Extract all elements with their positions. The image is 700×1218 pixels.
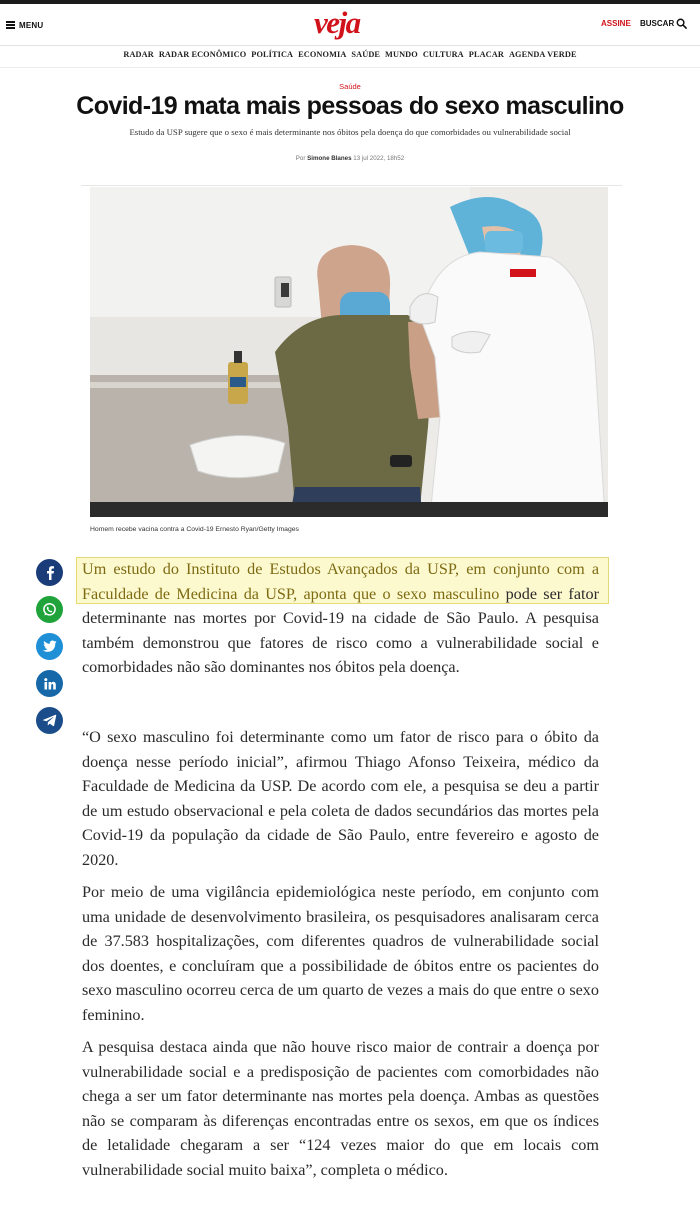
section-nav [0,50,700,59]
article-paragraph-2: “O sexo masculino foi determinante como um fator de risco para o óbito da doença nesse período inicial”, afirmou Thiago Afonso Teixeira, médico da Faculdade de Medicina da USP. De acordo com ele, a pesquisa se deu a partir de um estudo observacional e pela coleta de dados secundários das mortes pela Covid-19 da população da cidade de São Paulo, entre fevereiro e agosto de 2020. [82,728,599,869]
header-divider [0,45,700,46]
menu-button[interactable] [6,18,43,32]
search-icon [676,18,687,29]
share-twitter-button[interactable] [36,633,63,660]
facebook-icon [43,565,56,580]
author-link[interactable]: Simone Blanes [307,155,352,162]
byline-prefix: Por [295,155,306,162]
site-header [0,4,700,44]
twitter-icon [42,640,57,653]
vaccination-illustration [90,187,608,517]
nav-item-economia[interactable]: ECONOMIA [298,50,347,59]
image-top-rule [81,185,622,186]
nav-divider [0,67,700,68]
nav-item-agenda-verde[interactable]: AGENDA VERDE [508,50,577,59]
menu-label: MENU [19,20,44,30]
hamburger-icon [6,21,15,29]
nav-item-placar[interactable]: PLACAR [468,50,504,59]
article-paragraph-1 [82,557,599,680]
article-paragraph-4: A pesquisa destaca ainda que não houve risco maior de contrair a doença por vulnerabilidade social e a predisposição de pacientes com comorbidades não chega a ser um fator determinante nas mortes pela doença. Ambas as questões não se comparam às diferenças encontradas entre os sexos, em que os índices de letalidade chegaram a ser “124 vezes maior do que em locais com vulnerabilidade social muito baixa”, completa o médico. [82,1038,599,1179]
subscribe-link[interactable]: ASSINE [601,19,631,28]
share-facebook-button[interactable] [36,559,63,586]
share-linkedin-button[interactable] [36,670,63,697]
image-caption: Homem recebe vacina contra a Covid-19 Ernesto Ryan/Getty Images [90,526,299,533]
nav-item-cultura[interactable]: CULTURA [422,50,464,59]
article-photo [90,187,608,517]
search-button[interactable] [640,18,687,29]
article-subtitle: Estudo da USP sugere que o sexo é mais determinante nos óbitos pela doença do que comorbidades ou vulnerabilidade social [129,127,571,137]
nav-item-radar[interactable]: RADAR [123,50,154,59]
nav-item-radar-economico[interactable]: RADAR ECONÔMICO [158,50,247,59]
publish-date: 13 jul 2022, 18h52 [353,155,405,162]
share-telegram-button[interactable] [36,707,63,734]
linkedin-icon [43,677,57,691]
search-label: BUSCAR [640,19,675,28]
section-tag[interactable]: Saúde [339,82,361,91]
telegram-icon [42,714,57,727]
nav-item-mundo[interactable]: MUNDO [385,50,418,59]
share-whatsapp-button[interactable] [36,596,63,623]
lead-rest-text: pode ser fator determinante nas mortes por Covid-19 na cidade de São Paulo. A pesquisa também demonstrou que fatores de risco como a vulnerabilidade social e comorbidades não são dominantes nos óbitos pela doença. [82,584,599,676]
nav-item-saude[interactable]: SAÚDE [351,50,381,59]
article-paragraph-3: Por meio de uma vigilância epidemiológica neste período, em conjunto com uma unidade de desenvolvimento brasileira, os pesquisadores analisaram cerca de 37.583 hospitalizações, com diferentes quadros de vulnerabilidade social dos doentes, e concluíram que a possibilidade de óbitos entre os pacientes do sexo masculino ocorreu cerca de um quarto de vezes a mais do que entre o sexo feminino. [82,883,599,1024]
whatsapp-icon [42,602,57,617]
byline [0,155,700,162]
article-title: Covid-19 mata mais pessoas do sexo masculino [76,92,624,120]
nav-item-politica[interactable]: POLÍTICA [251,50,294,59]
veja-logo[interactable]: veja [314,5,360,40]
lead-highlight-text: Um estudo do Instituto de Estudos Avançados da USP, em conjunto com a Faculdade de Medicina da USP, aponta que o sexo masculino [82,560,599,603]
